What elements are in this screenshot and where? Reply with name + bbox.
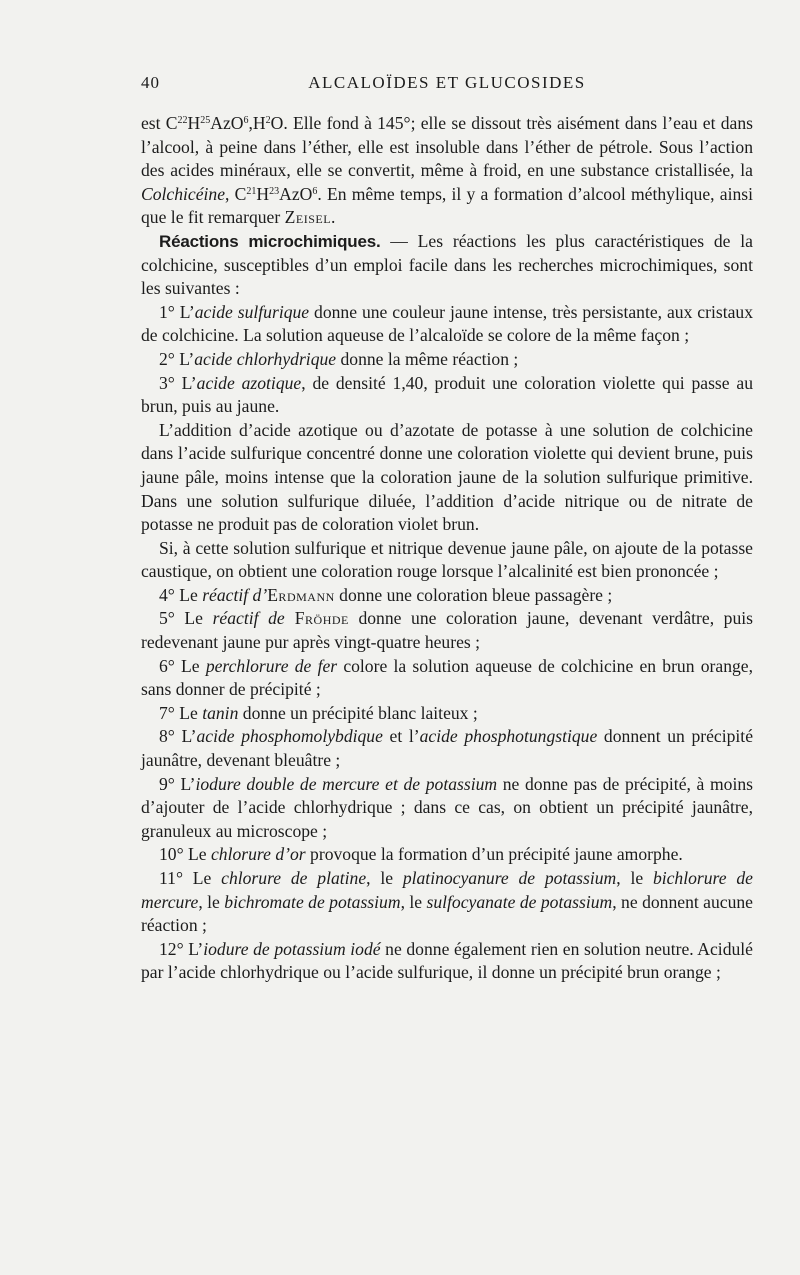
reaction-item: 8° L’acide phosphomolybdique et l’acide phosphotungstique donnent un précipité jaunâtre, devenant bleuâtre ; xyxy=(141,726,754,771)
reaction-item: 12° L’iodure de potassium iodé ne donne également rien en solution neutre. Acidulé par l’acide chlorhydrique ou l’acide sulfurique, il donne un précipité brun orange ; xyxy=(141,938,753,983)
reaction-item: 4° Le réactif d’Erdmann donne une coloration bleue passagère ; xyxy=(159,584,613,605)
reaction-item: 6° Le perchlorure de fer colore la solution aqueuse de colchicine en brun orange, sans donner de précipité ; xyxy=(141,655,753,700)
paragraph-microchemical-reactions: Réactions microchimiques. — Les réactions les plus caractéristiques de la colchicine, susceptibles d’un emploi facile dans les recherches microchimiques, sont les suivantes : xyxy=(141,230,753,299)
section-heading: Réactions microchimiques. xyxy=(159,231,381,251)
running-title: ALCALOÏDES ET GLUCOSIDES xyxy=(308,73,586,92)
paragraph-colchicine-properties: est $C^{22}H^{25}AzO^6,H^2O$. Elle fond à 145°; elle se dissout très aisément dans l’eau et dans l’alcool, à peine dans l’éther, elle est insoluble dans l’éther de pétrole. Sous l’action des acides minéraux, elle se convertit, même à froid, en une substance cristallisée, la Colchicéine, $C^{21}H^{23}AzO^6$. En même temps, il y a formation d’alcool méthylique, ainsi que le fit remarquer Zeisel. xyxy=(141,113,753,228)
reaction-item: 10° Le chlorure d’or provoque la formation d’un précipité jaune amorphe. xyxy=(159,844,683,865)
body-text xyxy=(141,112,753,985)
paragraph: Si, à cette solution sulfurique et nitrique devenue jaune pâle, on ajoute de la potasse caustique, on obtient une coloration rouge lorsque l’alcalinité est bien prononcée ; xyxy=(141,537,753,582)
paragraph: L’addition d’acide azotique ou d’azotate de potasse à une solution de colchicine dans l’acide sulfurique concentré donne une coloration violette qui devient brune, puis jaune pâle, moins intense que la coloration jaune de la solution sulfurique primitive. Dans une solution sulfurique diluée, l’addition d’acide nitrique ou de nitrate de potasse ne produit pas de coloration violet brun. xyxy=(141,419,753,535)
reaction-item: 7° Le tanin donne un précipité blanc laiteux ; xyxy=(159,702,478,723)
reaction-item: 3° L’acide azotique, de densité 1,40, produit une coloration violette qui passe au brun, puis au jaune. xyxy=(141,372,754,417)
reaction-item: 5° Le réactif de Fröhde donne une coloration jaune, devenant verdâtre, puis redevenant jaune pur après vingt-quatre heures ; xyxy=(141,608,753,653)
reaction-item: 9° L’iodure double de mercure et de potassium ne donne pas de précipité, à moins d’ajouter de l’acide chlorhydrique ; dans ce cas, on obtient un précipité jaunâtre, granuleux au microscope ; xyxy=(141,773,754,841)
reaction-item: 1° L’acide sulfurique donne une couleur jaune intense, très persistante, aux cristaux de colchicine. La solution aqueuse de l’alcaloïde se colore de la même façon ; xyxy=(141,301,753,346)
reaction-item: 2° L’acide chlorhydrique donne la même réaction ; xyxy=(159,348,519,369)
reaction-item: 11° Le chlorure de platine, le platinocyanure de potassium, le bichlorure de mercure, le bichromate de potassium, le sulfocyanate de potassium, ne donnent aucune réaction ; xyxy=(141,868,753,936)
running-header xyxy=(141,73,753,99)
page-number: 40 xyxy=(141,73,160,92)
